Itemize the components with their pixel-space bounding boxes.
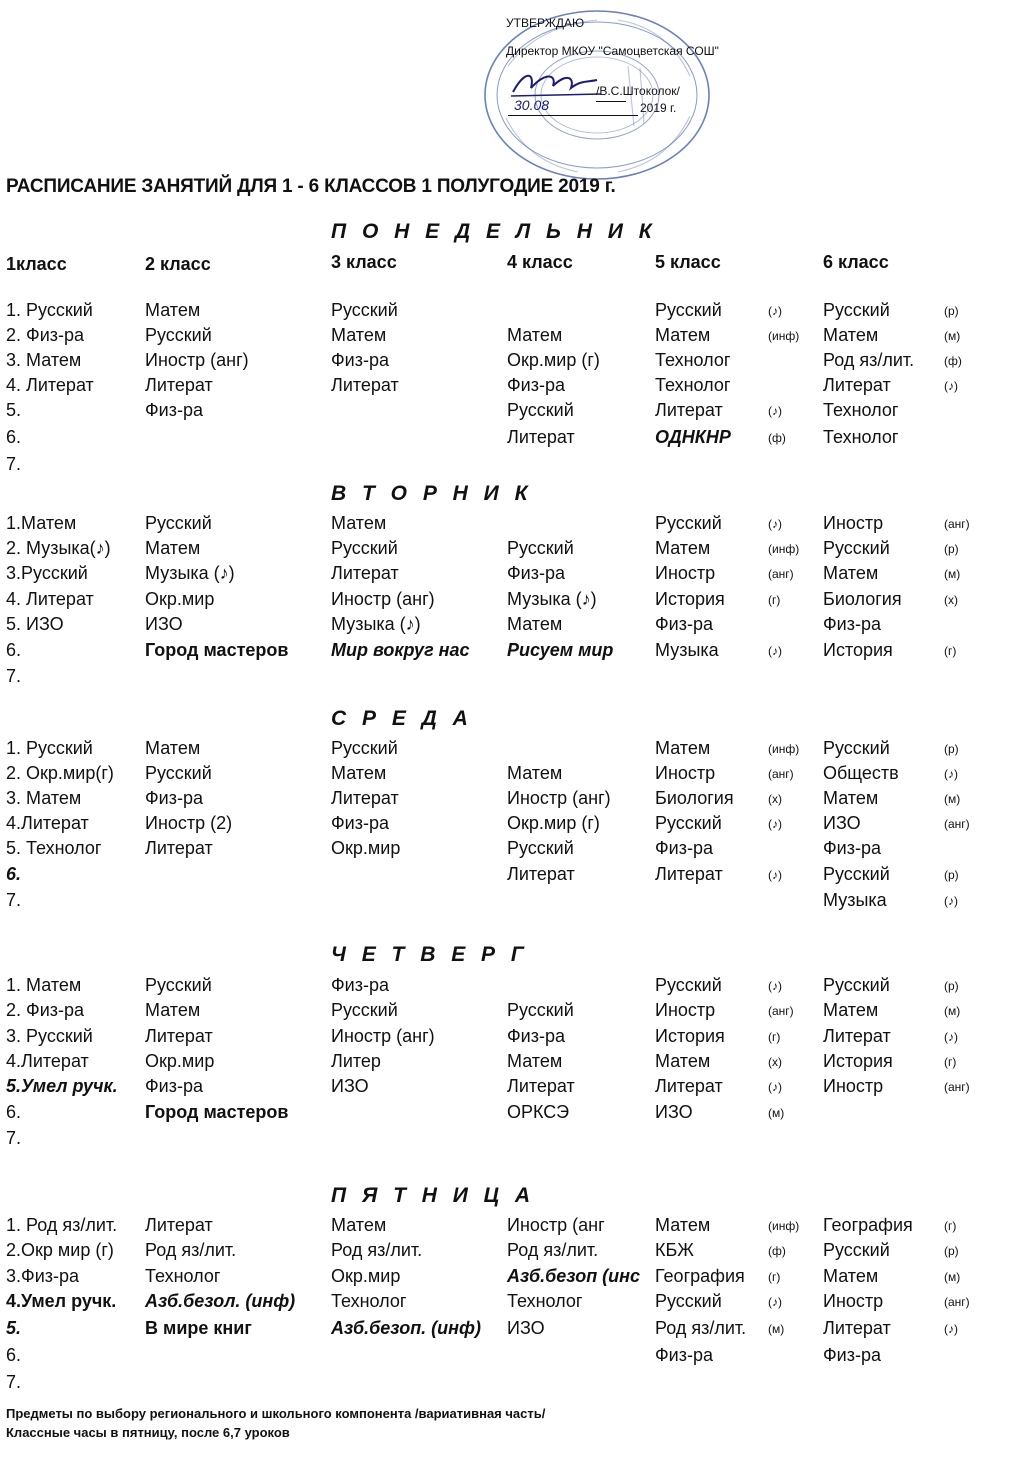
lesson-cell: Технолог — [655, 375, 731, 395]
lesson-cell: Технолог — [655, 350, 731, 370]
lesson-cell: Мир вокруг нас — [331, 640, 470, 660]
lesson-cell: Матем — [655, 1215, 711, 1235]
lesson-cell-class1: 7. — [6, 666, 22, 686]
lesson-cell: Рисуем мир — [507, 640, 614, 660]
lesson-cell: Род яз/лит. — [507, 1240, 599, 1260]
lesson-cell: Русский — [823, 738, 890, 758]
lesson-cell: Технолог — [145, 1266, 221, 1286]
lesson-cell-class1: 4. Литерат — [6, 375, 94, 395]
lesson-cell-class1: 2. Физ-ра — [6, 1000, 85, 1020]
lesson-cell: Иностр (анг) — [331, 1026, 435, 1046]
lesson-cell: Матем — [507, 1051, 563, 1071]
lesson-cell: Азб.безоп (инс — [507, 1266, 641, 1286]
room-note: (м) — [768, 1322, 785, 1336]
lesson-cell-class1: 2.Окр мир (г) — [6, 1240, 114, 1260]
room-note: (р) — [944, 542, 959, 556]
lesson-cell: Иностр — [823, 513, 884, 533]
lesson-cell: Русский — [145, 975, 212, 995]
room-note: (р) — [944, 979, 959, 993]
lesson-cell-class1: 1. Род яз/лит. — [6, 1215, 118, 1235]
lesson-cell: ИЗО — [331, 1076, 369, 1096]
approval-date-handwritten: 30.08 — [514, 97, 550, 113]
lesson-cell-class1: 6. — [6, 640, 22, 660]
lesson-cell: ИЗО — [823, 813, 861, 833]
lesson-cell: Музыка (♪) — [507, 589, 597, 609]
lesson-cell: Технолог — [823, 400, 899, 420]
room-note: (инф) — [768, 542, 800, 556]
lesson-cell-class1: 3. Матем — [6, 788, 82, 808]
lesson-cell: Русский — [655, 513, 722, 533]
lesson-cell: Физ-ра — [145, 788, 204, 808]
room-note: (♪) — [768, 1080, 782, 1094]
lesson-cell: Русский — [507, 838, 574, 858]
lesson-cell: Физ-ра — [655, 614, 714, 634]
lesson-cell: Окр.мир — [145, 589, 215, 609]
day-heading: П Я Т Н И Ц А — [331, 1184, 535, 1207]
lesson-cell: Иностр — [823, 1291, 884, 1311]
lesson-cell-class1: 1.Матем — [6, 513, 77, 533]
lesson-cell: Физ-ра — [655, 1345, 714, 1365]
lesson-cell: Биология — [655, 788, 734, 808]
lesson-cell: Иностр (анг — [507, 1215, 605, 1235]
room-note: (инф) — [768, 329, 800, 343]
lesson-cell: Русский — [655, 813, 722, 833]
lesson-cell: Литерат — [145, 375, 213, 395]
lesson-cell-class1: 3. Матем — [6, 350, 82, 370]
lesson-cell: Матем — [823, 563, 879, 583]
lesson-cell: Физ-ра — [145, 400, 204, 420]
room-note: (х) — [944, 593, 958, 607]
room-note: (♪) — [768, 404, 782, 418]
lesson-cell: Иностр — [655, 763, 716, 783]
lesson-cell-class1: 5. — [6, 1318, 22, 1338]
lesson-cell: Физ-ра — [331, 975, 390, 995]
day-heading: Ч Е Т В Е Р Г — [331, 943, 529, 966]
lesson-cell: Окр.мир — [331, 1266, 401, 1286]
lesson-cell: Матем — [655, 1051, 711, 1071]
lesson-cell: Физ-ра — [507, 563, 566, 583]
lesson-cell: Матем — [507, 614, 563, 634]
lesson-cell: Литерат — [145, 1026, 213, 1046]
lesson-cell: Иностр (анг) — [331, 589, 435, 609]
lesson-cell-class1: 1. Русский — [6, 738, 93, 758]
lesson-cell-class1: 4. Литерат — [6, 589, 94, 609]
lesson-cell: Матем — [145, 738, 201, 758]
lesson-cell-class1: 5. ИЗО — [6, 614, 64, 634]
room-note: (анг) — [944, 1295, 970, 1309]
room-note: (инф) — [768, 1219, 800, 1233]
lesson-cell-class1: 7. — [6, 454, 22, 474]
lesson-cell: Матем — [655, 538, 711, 558]
lesson-cell: ИЗО — [145, 614, 183, 634]
lesson-cell: ОДНКНР — [655, 427, 731, 447]
lesson-cell: Окр.мир (г) — [507, 350, 600, 370]
room-note: (р) — [944, 742, 959, 756]
room-note: (р) — [944, 1244, 959, 1258]
class-header: 1класс — [6, 254, 67, 274]
lesson-cell: Матем — [145, 538, 201, 558]
lesson-cell: Русский — [331, 738, 398, 758]
room-note: (♪) — [768, 517, 782, 531]
lesson-cell-class1: 7. — [6, 1372, 22, 1392]
lesson-cell: Русский — [823, 300, 890, 320]
lesson-cell: Род яз/лит. — [145, 1240, 237, 1260]
lesson-cell: Физ-ра — [507, 1026, 566, 1046]
lesson-cell: История — [823, 640, 893, 660]
lesson-cell: Литерат — [145, 838, 213, 858]
lesson-cell: Иностр — [823, 1076, 884, 1096]
room-note: (♪) — [768, 304, 782, 318]
lesson-cell: История — [655, 589, 725, 609]
room-note: (анг) — [768, 567, 794, 581]
lesson-cell: Русский — [823, 538, 890, 558]
date-line — [508, 115, 638, 116]
lesson-cell: Русский — [331, 1000, 398, 1020]
lesson-cell: Физ-ра — [823, 838, 882, 858]
approval-heading: УТВЕРЖДАЮ — [506, 16, 585, 30]
room-note: (р) — [944, 868, 959, 882]
lesson-cell: Иностр — [655, 1000, 716, 1020]
lesson-cell: Литерат — [507, 427, 575, 447]
class-header: 5 класс — [655, 252, 721, 272]
room-note: (♪) — [944, 767, 958, 781]
lesson-cell: Матем — [331, 325, 387, 345]
lesson-cell: Литерат — [823, 1026, 891, 1046]
lesson-cell: В мире книг — [145, 1318, 252, 1338]
lesson-cell: Русский — [145, 513, 212, 533]
approval-year: 2019 г. — [640, 101, 677, 115]
room-note: (анг) — [944, 817, 970, 831]
room-note: (г) — [944, 1055, 957, 1069]
room-note: (х) — [768, 792, 782, 806]
lesson-cell-class1: 6. — [6, 1345, 22, 1365]
lesson-cell: Литерат — [331, 563, 399, 583]
lesson-cell: Технолог — [823, 427, 899, 447]
lesson-cell: Род яз/лит. — [655, 1318, 747, 1338]
room-note: (♪) — [768, 817, 782, 831]
lesson-cell: Обществ — [823, 763, 899, 783]
lesson-cell: Город мастеров — [145, 640, 289, 660]
lesson-cell: Матем — [145, 300, 201, 320]
lesson-cell-class1: 4.Умел ручк. — [6, 1291, 117, 1311]
lesson-cell: География — [823, 1215, 913, 1235]
lesson-cell: Русский — [823, 864, 890, 884]
room-note: (ф) — [768, 1244, 786, 1258]
lesson-cell: Окр.мир — [145, 1051, 215, 1071]
lesson-cell: Музыка (♪) — [145, 563, 235, 583]
room-note: (♪) — [768, 979, 782, 993]
lesson-cell-class1: 6. — [6, 427, 22, 447]
lesson-cell: Русский — [507, 1000, 574, 1020]
room-note: (х) — [768, 1055, 782, 1069]
room-note: (инф) — [768, 742, 800, 756]
room-note: (м) — [944, 1270, 961, 1284]
approval-director: Директор МКОУ "Самоцветская СОШ" — [506, 44, 719, 58]
room-note: (♪) — [944, 379, 958, 393]
room-note: (г) — [944, 644, 957, 658]
room-note: (м) — [944, 567, 961, 581]
lesson-cell: Матем — [823, 1000, 879, 1020]
lesson-cell: Литер — [331, 1051, 381, 1071]
lesson-cell: Физ-ра — [823, 614, 882, 634]
class-header: 6 класс — [823, 252, 889, 272]
lesson-cell: Русский — [145, 763, 212, 783]
room-note: (♪) — [768, 868, 782, 882]
lesson-cell: Музыка (♪) — [331, 614, 421, 634]
lesson-cell: ИЗО — [655, 1102, 693, 1122]
lesson-cell: Окр.мир (г) — [507, 813, 600, 833]
lesson-cell: Музыка — [823, 890, 887, 910]
room-note: (р) — [944, 304, 959, 318]
lesson-cell: Физ-ра — [823, 1345, 882, 1365]
lesson-cell: Литерат — [823, 1318, 891, 1338]
lesson-cell-class1: 5.Умел ручк. — [6, 1076, 118, 1096]
lesson-cell: Окр.мир — [331, 838, 401, 858]
room-note: (м) — [768, 1106, 785, 1120]
lesson-cell: Русский — [823, 1240, 890, 1260]
lesson-cell: Азб.безоп. (инф) — [331, 1318, 481, 1338]
lesson-cell: Технолог — [507, 1291, 583, 1311]
room-note: (г) — [768, 1270, 781, 1284]
lesson-cell: Матем — [823, 1266, 879, 1286]
room-note: (♪) — [768, 1295, 782, 1309]
lesson-cell: Род яз/лит. — [823, 350, 915, 370]
lesson-cell: ИЗО — [507, 1318, 545, 1338]
lesson-cell: Технолог — [331, 1291, 407, 1311]
lesson-cell-class1: 5. Технолог — [6, 838, 102, 858]
lesson-cell: Матем — [331, 1215, 387, 1235]
room-note: (м) — [944, 329, 961, 343]
lesson-cell: Русский — [823, 975, 890, 995]
lesson-cell-class1: 6. — [6, 1102, 22, 1122]
lesson-cell: География — [655, 1266, 745, 1286]
lesson-cell-class1: 3. Русский — [6, 1026, 93, 1046]
lesson-cell-class1: 4.Литерат — [6, 1051, 89, 1071]
lesson-cell: Иностр (анг) — [145, 350, 249, 370]
room-note: (♪) — [944, 894, 958, 908]
room-note: (♪) — [944, 1030, 958, 1044]
lesson-cell-class1: 1. Матем — [6, 975, 82, 995]
lesson-cell: Русский — [507, 400, 574, 420]
room-note: (м) — [944, 1004, 961, 1018]
day-heading: С Р Е Д А — [331, 707, 473, 730]
lesson-cell: История — [823, 1051, 893, 1071]
lesson-cell: Литерат — [655, 864, 723, 884]
lesson-cell: Литерат — [331, 375, 399, 395]
lesson-cell: Физ-ра — [145, 1076, 204, 1096]
lesson-cell: Физ-ра — [655, 838, 714, 858]
lesson-cell: Матем — [507, 763, 563, 783]
footer-note-1: Предметы по выбору регионального и школьного компонента /вариативная часть/ — [6, 1406, 546, 1421]
lesson-cell: Русский — [655, 300, 722, 320]
lesson-cell: Литерат — [655, 400, 723, 420]
room-note: (анг) — [768, 1004, 794, 1018]
lesson-cell: Литерат — [507, 864, 575, 884]
lesson-cell: Матем — [145, 1000, 201, 1020]
lesson-cell: Иностр (2) — [145, 813, 233, 833]
room-note: (анг) — [768, 767, 794, 781]
lesson-cell-class1: 6. — [6, 864, 22, 884]
lesson-cell: Литерат — [331, 788, 399, 808]
lesson-cell-class1: 7. — [6, 1128, 22, 1148]
lesson-cell-class1: 5. — [6, 400, 22, 420]
lesson-cell: Матем — [331, 763, 387, 783]
day-heading: П О Н Е Д Е Л Ь Н И К — [331, 220, 657, 243]
lesson-cell: Биология — [823, 589, 902, 609]
lesson-cell: Литерат — [655, 1076, 723, 1096]
lesson-cell-class1: 1. Русский — [6, 300, 93, 320]
lesson-cell: Русский — [655, 975, 722, 995]
room-note: (♪) — [768, 644, 782, 658]
lesson-cell: Род яз/лит. — [331, 1240, 423, 1260]
lesson-cell: Физ-ра — [507, 375, 566, 395]
lesson-cell: Матем — [823, 325, 879, 345]
lesson-cell: Русский — [145, 325, 212, 345]
room-note: (анг) — [944, 517, 970, 531]
lesson-cell-class1: 2. Музыка(♪) — [6, 538, 111, 558]
lesson-cell: Матем — [823, 788, 879, 808]
lesson-cell: Литерат — [823, 375, 891, 395]
room-note: (ф) — [768, 431, 786, 445]
lesson-cell: История — [655, 1026, 725, 1046]
lesson-cell: Матем — [655, 325, 711, 345]
lesson-cell: Русский — [331, 538, 398, 558]
class-header: 3 класс — [331, 252, 397, 272]
lesson-cell: Литерат — [145, 1215, 213, 1235]
room-note: (г) — [944, 1219, 957, 1233]
footer-note-2: Классные часы в пятницу, после 6,7 уроков — [6, 1425, 290, 1440]
page-title: РАСПИСАНИЕ ЗАНЯТИЙ ДЛЯ 1 - 6 КЛАССОВ 1 ПОЛУГОДИЕ 2019 г. — [6, 176, 616, 197]
lesson-cell-class1: 3.Физ-ра — [6, 1266, 80, 1286]
lesson-cell-class1: 3.Русский — [6, 563, 88, 583]
lesson-cell: Город мастеров — [145, 1102, 289, 1122]
room-note: (♪) — [944, 1322, 958, 1336]
lesson-cell: Матем — [507, 325, 563, 345]
lesson-cell-class1: 2. Физ-ра — [6, 325, 85, 345]
lesson-cell: ОРКСЭ — [507, 1102, 570, 1122]
class-header: 4 класс — [507, 252, 573, 272]
lesson-cell: Азб.безол. (инф) — [145, 1291, 296, 1311]
lesson-cell-class1: 4.Литерат — [6, 813, 89, 833]
lesson-cell-class1: 2. Окр.мир(г) — [6, 763, 114, 783]
lesson-cell: Физ-ра — [331, 350, 390, 370]
room-note: (г) — [768, 1030, 781, 1044]
class-header: 2 класс — [145, 254, 211, 274]
day-heading: В Т О Р Н И К — [331, 482, 533, 505]
lesson-cell: Литерат — [507, 1076, 575, 1096]
lesson-cell: Русский — [331, 300, 398, 320]
lesson-cell: Иностр — [655, 563, 716, 583]
lesson-cell: Матем — [655, 738, 711, 758]
lesson-cell: Физ-ра — [331, 813, 390, 833]
room-note: (м) — [944, 792, 961, 806]
room-note: (ф) — [944, 354, 962, 368]
lesson-cell: Музыка — [655, 640, 719, 660]
approval-name: /В.С.Штоколок/ — [596, 84, 680, 98]
lesson-cell: КБЖ — [655, 1240, 694, 1260]
signature-line — [596, 101, 626, 102]
lesson-cell-class1: 7. — [6, 890, 22, 910]
room-note: (г) — [768, 593, 781, 607]
lesson-cell: Русский — [507, 538, 574, 558]
lesson-cell: Русский — [655, 1291, 722, 1311]
room-note: (анг) — [944, 1080, 970, 1094]
lesson-cell: Матем — [331, 513, 387, 533]
lesson-cell: Иностр (анг) — [507, 788, 611, 808]
